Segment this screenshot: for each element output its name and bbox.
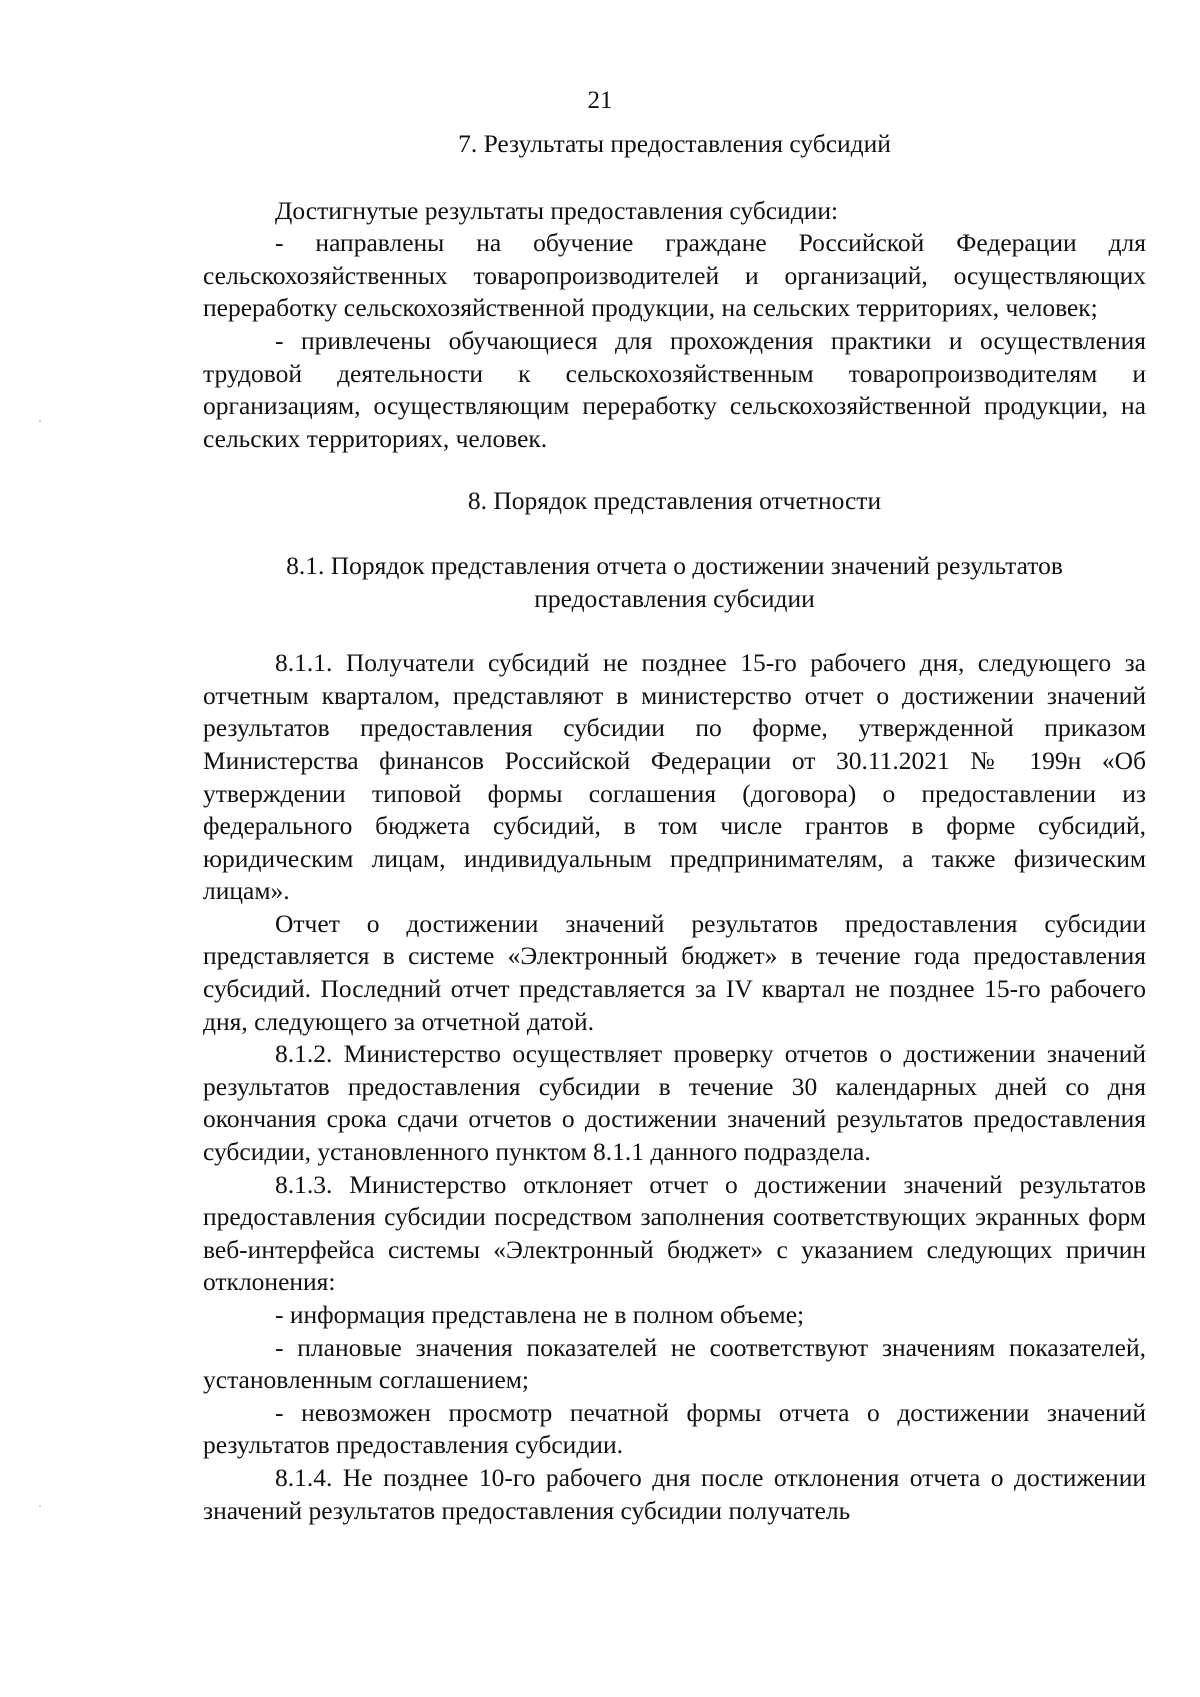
section-7-heading: 7. Результаты предоставления субсидий [458,129,891,158]
subsection-8-1-heading [203,550,1146,615]
subsection-heading-line-2: предоставления субсидии [534,583,815,613]
section-8-heading: 8. Порядок представления отчетности [467,486,882,516]
paragraph-8-1-1: 8.1.1. Получатели субсидий не позднее 15-го рабочего дня, следующего за отчетным кварталом, представляют в министерство отчет о достижении значений результатов предоставления субсидии по форме, утвержденной приказом Министерства финансов Российской Федерации от 30.11.2021 № 199н «Об утверждении типовой формы соглашения (договора) о предоставлении из федерального бюджета субсидий, в том числе грантов в форме субсидий, юридическим лицам, индивидуальным предпринимателям, а также физическим лицам». [203,648,1146,906]
paragraph: Достигнутые результаты предоставления субсидии: [275,195,839,225]
page-number: 21 [587,87,613,114]
list-item: - плановые значения показателей не соответствуют значениям показателей, установленным соглашением; [203,1332,1146,1395]
paragraph-8-1-4: 8.1.4. Не позднее 10-го рабочего дня после отклонения отчета о достижении значений результатов предоставления субсидии получатель [203,1462,1146,1525]
paragraph-8-1-3: 8.1.3. Министерство отклоняет отчет о достижении значений результатов предоставления субсидии посредством заполнения соответствующих экранных форм веб-интерфейса системы «Электронный бюджет» с указанием следующих причин отклонения: [203,1169,1146,1297]
document-body [203,128,1146,1527]
subsection-heading-line-1: 8.1. Порядок представления отчета о достижении значений результатов [286,550,1063,580]
list-item: - информация представлена не в полном объеме; [275,1300,805,1329]
paragraph-8-1-2: 8.1.2. Министерство осуществляет проверку отчетов о достижении значений результатов предоставления субсидии в течение 30 календарных дней со дня окончания срока сдачи отчетов о достижении значений результатов предоставления субсидии, установленного пунктом 8.1.1 данного подраздела. [203,1039,1146,1167]
paragraph: Отчет о достижении значений результатов предоставления субсидии представляется в системе «Электронный бюджет» в течение года предоставления субсидий. Последний отчет представляется за IV квартал не позднее 15-го рабочего дня, следующего за отчетной датой. [203,908,1146,1036]
list-item: - направлены на обучение граждане Российской Федерации для сельскохозяйственных товаропроизводителей и организаций, осуществляющих переработку сельскохозяйственной продукции, на сельских территориях, человек; [203,228,1146,323]
list-item: - привлечены обучающиеся для прохождения практики и осуществления трудовой деятельности к сельскохозяйственным товаропроизводителям и организациям, осуществляющим переработку сельскохозяйственной продукции, на сельских территориях, человек. [203,325,1146,453]
list-item: - невозможен просмотр печатной формы отчета о достижении значений результатов предоставления субсидии. [203,1397,1146,1460]
